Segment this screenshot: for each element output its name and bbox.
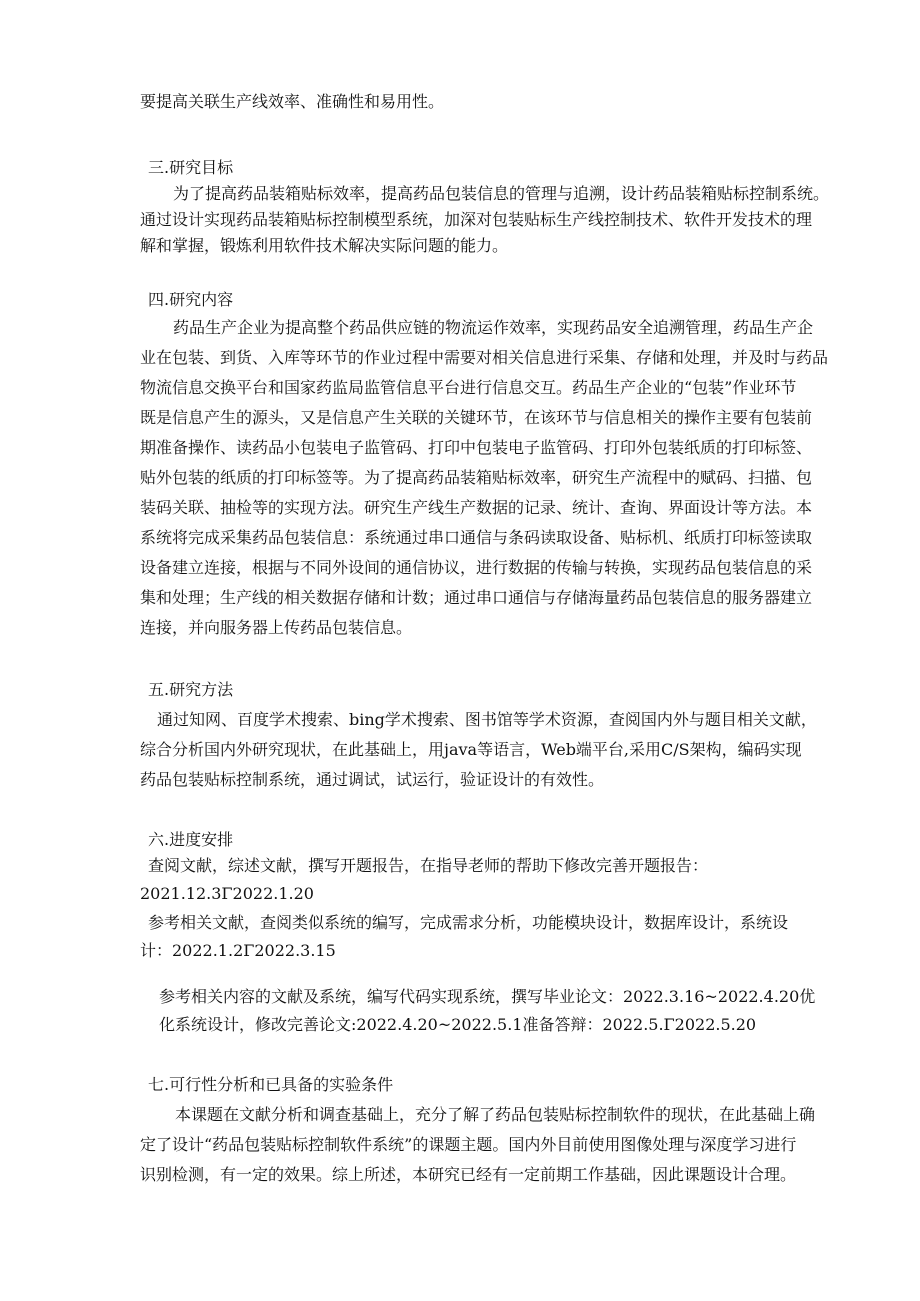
schedule-paragraph-line: 参考相关文献，查阅类似系统的编写，完成需求分析，功能模块设计，数据库设计，系统设 <box>148 913 789 932</box>
schedule-paragraph-line: 参考相关内容的文献及系统，编写代码实现系统，撰写毕业论文：2022.3.16~2022.4.20优 <box>159 987 816 1006</box>
feasibility-paragraph-line: 识别检测，有一定的效果。综上所述，本研究已经有一定前期工作基础，因此课题设计合理。 <box>140 1165 797 1184</box>
content-paragraph-line: 连接，并向服务器上传药品包装信息。 <box>140 618 413 637</box>
schedule-paragraph-line: 计：2022.1.2Γ2022.3.15 <box>140 941 336 960</box>
content-paragraph-line: 业在包装、到货、入库等环节的作业过程中需要对相关信息进行采集、存储和处理，并及时与药品 <box>140 348 829 367</box>
feasibility-paragraph-line: 定了设计“药品包装贴标控制软件系统”的课题主题。国内外目前使用图像处理与深度学习进行 <box>140 1135 797 1154</box>
schedule-paragraph-line: 查阅文献，综述文献，撰写开题报告，在指导老师的帮助下修改完善开题报告： <box>148 856 709 875</box>
content-paragraph-line: 既是信息产生的源头，又是信息产生关联的关键环节，在该环节与信息相关的操作主要有包装前 <box>140 408 813 427</box>
method-paragraph-line: 综合分析国内外研究现状，在此基础上，用java等语言，Web端平台,采用C/S架构，编码实现 <box>140 740 802 759</box>
goal-paragraph-line: 为了提高药品装箱贴标效率，提高药品包装信息的管理与追溯，设计药品装箱贴标控制系统。 <box>173 184 830 203</box>
section-heading-schedule: 六.进度安排 <box>148 830 234 849</box>
content-paragraph-line: 药品生产企业为提高整个药品供应链的物流运作效率，实现药品安全追溯管理，药品生产企 <box>173 318 814 337</box>
section-heading-method: 五.研究方法 <box>148 680 234 699</box>
content-paragraph-line: 期准备操作、读药品小包装电子监管码、打印中包装电子监管码、打印外包装纸质的打印标签、 <box>140 438 813 457</box>
method-paragraph-line: 药品包装贴标控制系统，通过调试，试运行，验证设计的有效性。 <box>140 770 605 789</box>
content-paragraph-line: 系统将完成采集药品包装信息：系统通过串口通信与条码读取设备、贴标机、纸质打印标签读取 <box>140 528 813 547</box>
section-heading-goal: 三.研究目标 <box>148 158 234 177</box>
goal-paragraph-line: 解和掌握，锻炼利用软件技术解决实际问题的能力。 <box>140 236 509 255</box>
content-paragraph-line: 贴外包装的纸质的打印标签等。为了提高药品装箱贴标效率，研究生产流程中的赋码、扫描、包 <box>140 468 813 487</box>
schedule-paragraph-line: 化系统设计，修改完善论文:2022.4.20~2022.5.1准备答辩：2022.5.Γ2022.5.20 <box>159 1015 757 1034</box>
section-heading-feasibility: 七.可行性分析和已具备的实验条件 <box>148 1075 394 1094</box>
method-paragraph-line: 通过知网、百度学术搜索、bing学术搜索、图书馆等学术资源，查阅国内外与题目相关文献， <box>157 710 817 729</box>
section-heading-content: 四.研究内容 <box>148 290 234 309</box>
content-paragraph-line: 装码关联、抽检等的实现方法。研究生产线生产数据的记录、统计、查询、界面设计等方法。本 <box>140 498 813 517</box>
schedule-paragraph-line: 2021.12.3Γ2022.1.20 <box>140 884 314 903</box>
content-paragraph-line: 物流信息交换平台和国家药监局监管信息平台进行信息交互。药品生产企业的“包装”作业环节 <box>140 378 797 397</box>
goal-paragraph-line: 通过设计实现药品装箱贴标控制模型系统，加深对包装贴标生产线控制技术、软件开发技术的理 <box>140 210 813 229</box>
intro-tail-line: 要提高关联生产线效率、准确性和易用性。 <box>140 92 445 111</box>
feasibility-paragraph-line: 本课题在文献分析和调查基础上，充分了解了药品包装贴标控制软件的现状，在此基础上确 <box>175 1105 816 1124</box>
content-paragraph-line: 集和处理；生产线的相关数据存储和计数；通过串口通信与存储海量药品包装信息的服务器建立 <box>140 588 813 607</box>
content-paragraph-line: 设备建立连接，根据与不同外设间的通信协议，进行数据的传输与转换，实现药品包装信息的采 <box>140 558 813 577</box>
